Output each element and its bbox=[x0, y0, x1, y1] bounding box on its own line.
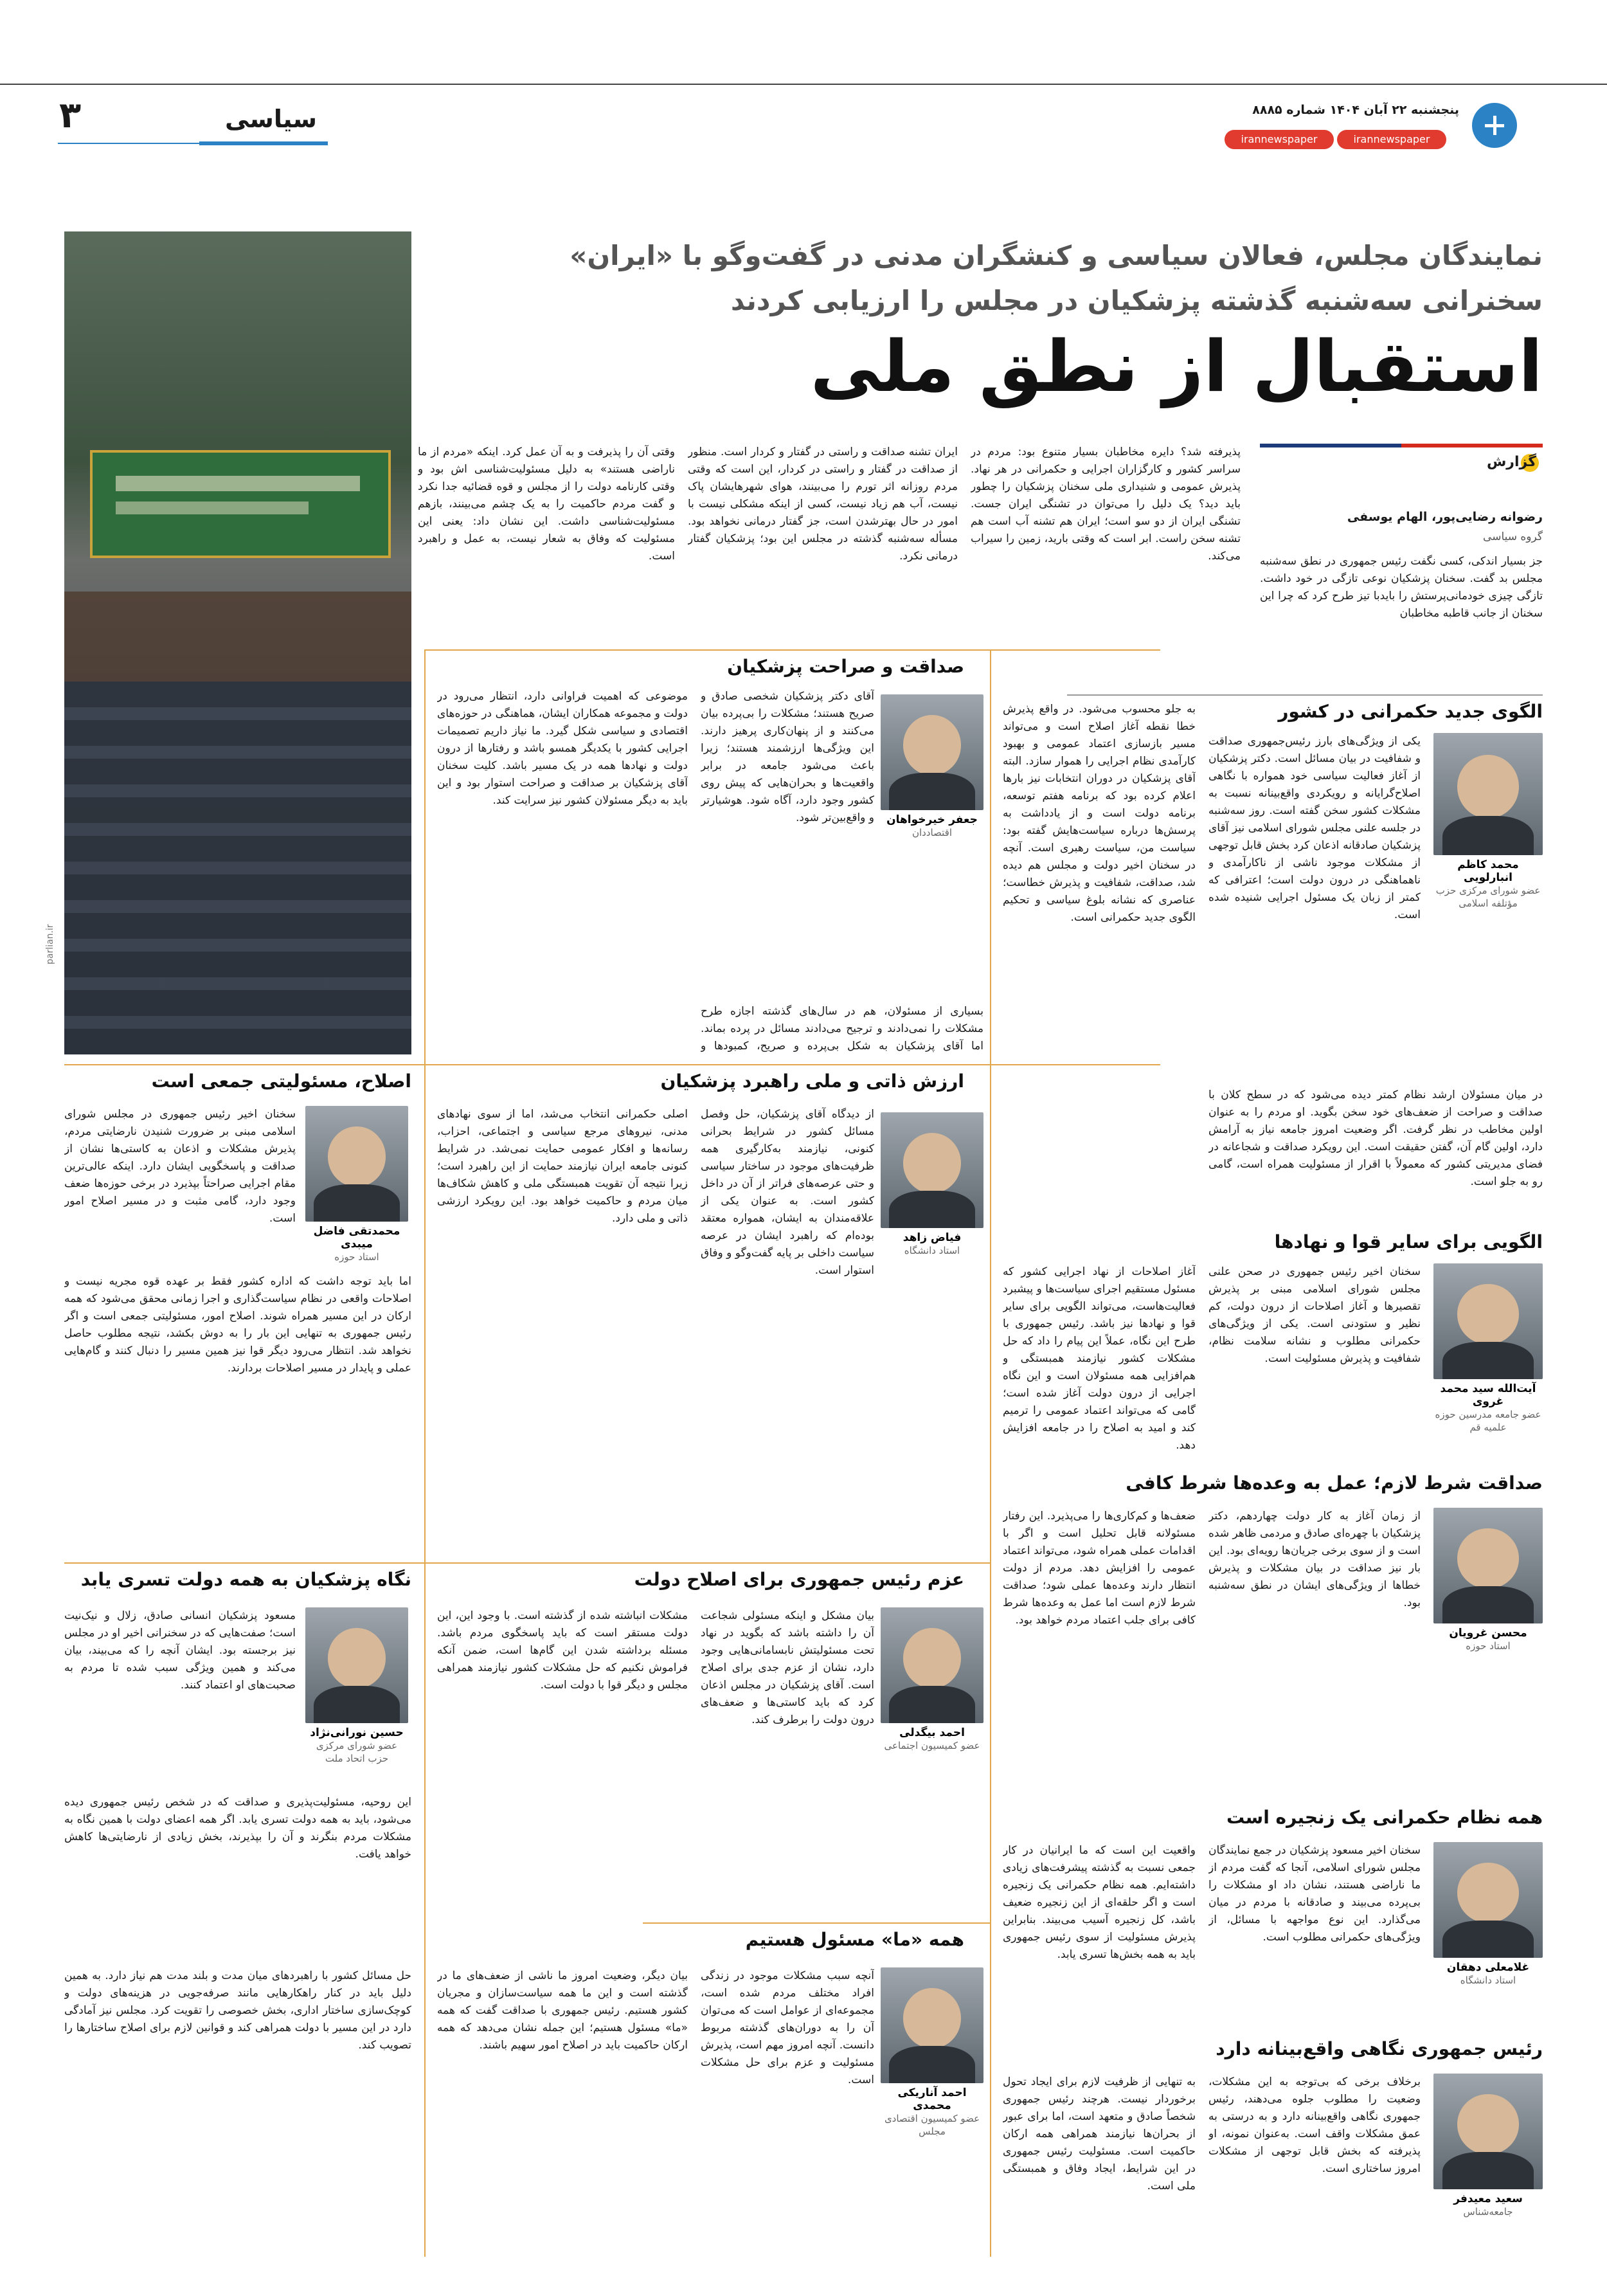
section-title-c2: صداقت و صراحت پزشکیان bbox=[727, 656, 964, 677]
photo-credit: parlian.ir bbox=[45, 924, 55, 964]
report-desk: گروه سیاسی bbox=[1483, 530, 1543, 543]
kicker-2: سخنرانی سه‌شنبه گذشته پزشکیان در مجلس را ارزیابی کردند bbox=[730, 285, 1543, 316]
text-c10-b: به تنهایی از ظرفیت لازم برای ایجاد تحول برخوردار نیست. هرچند رئیس جمهوری شخصاً صادق و متعهد است، اما برای عبور از بحران‌ها نیازمند همراهی همه ارکان حاکمیت است. مسئولیت رئیس جمهوری در این شرایط، ایجاد وفاق و همبستگی ملی است. bbox=[1003, 2075, 1196, 2192]
social-pill-1[interactable] bbox=[1337, 130, 1446, 149]
page-number: ۳ bbox=[59, 95, 82, 136]
role-c1: عضو شورای مرکزی حزب مؤتلفه اسلامی bbox=[1435, 885, 1541, 909]
header-bar bbox=[0, 84, 1607, 85]
name-c5: محمدتقی فاضل میبدی bbox=[313, 1225, 400, 1251]
role-c6: استاد حوزه bbox=[1466, 1640, 1511, 1652]
portrait-c9 bbox=[305, 1607, 408, 1723]
text-c2-b: بسیاری از مسئولان، هم در سال‌های گذشته اجازه طرح مشکلات را نمی‌دادند و ترجیح می‌دادند مسائل در پرده بماند. اما آقای پزشکیان به شکل بی‌پرده و صریح، کمبودها و bbox=[701, 1005, 983, 1053]
portrait-c1 bbox=[1433, 733, 1543, 855]
divider bbox=[64, 1064, 1160, 1065]
portrait-c3 bbox=[1433, 1263, 1543, 1379]
text-c1-c: به جلو محسوب می‌شود. در واقع پذیرش خطا نقطه آغاز اصلاح است و می‌تواند مسیر بازسازی اعتماد عمومی و بهبود کارآمدی نظام اجرایی را هموار سازد. البته آقای پزشکیان در دوران انتخابات نیز بارها اعلام کرده بود که برنامه هفتم توسعه، برنامه دولت است و از یادداشت به پرسش‌ها درباره سیاست‌هایش گفته بود: سیاست من، سیاست رهبری است. آنچه در سخنان اخیر دولت و مجلس هم دیده شد، صداقت، شفافیت و پذیرش خطاست؛ عناصری که نشانه بلوغ سیاسی و تحکیم الگوی جدید حکمرانی است. bbox=[1003, 703, 1196, 924]
section-title-c6: صداقت شرط لازم؛ عمل به وعده‌ها شرط کافی bbox=[1126, 1472, 1543, 1494]
text-c2-c: موضوعی که اهمیت فراوانی دارد، انتظار می‌رود در دولت و مجموعه همکاران ایشان، هماهنگی در حوزه‌های اقتصادی و سیاسی شکل گیرد. ما نیاز داریم تصمیمات اجرایی کشور با یکدیگر همسو باشد و رفتارها از درون دولت و نهادها همه در یک مسیر باشد. کلیت سخنان آقای پزشکیان بر صداقت و صراحت استوار بود و این باید به دیگر مسئولان کشور نیز سرایت کند. bbox=[437, 690, 688, 807]
text-c2-a: آقای دکتر پزشکیان شخصی صادق و صریح هستند؛ مشکلات را بی‌پرده بیان می‌کنند و از پنهان‌کاری پرهیز دارند. این ویژگی‌ها ارزشمند هستند؛ زیرا باعث می‌شود جامعه در برابر واقعیت‌ها و بحران‌هایی که پیش روی کشور وجود دارد، آگاه شود. هوشیارتر و واقع‌بین‌تر شود. bbox=[701, 690, 874, 824]
role-c11: عضو کمیسیون اقتصادی مجلس bbox=[884, 2113, 980, 2137]
text-c9-a: مسعود پزشکیان انسانی صادق، زلال و نیک‌نیت است؛ صفت‌هایی که در سخنرانی اخیر او در مجلس نیز برجسته بود. ایشان آنچه را که می‌بیند، بیان می‌کند و همین ویژگی سبب شده تا مردم به صحبت‌های او اعتماد کنند. bbox=[64, 1609, 296, 1692]
section-title-c5: اصلاح، مسئولیتی جمعی است bbox=[151, 1071, 411, 1092]
role-c9: عضو شورای مرکزی حزب اتحاد ملت bbox=[316, 1740, 398, 1764]
portrait-c11 bbox=[881, 1967, 983, 2083]
social-handle-2: irannewspaper bbox=[1241, 133, 1318, 145]
portrait-c7 bbox=[1433, 1842, 1543, 1958]
text-c6-b: ضعف‌ها و کم‌کاری‌ها را می‌پذیرد. این رفتار مسئولانه قابل تحلیل است و اگر با اقدامات عملی همراه شود، می‌تواند اعتماد عمومی را افزایش دهد. مردم از دولت انتظار دارند وعده‌ها عملی شود؛ صداقت شرط لازم است اما عمل به وعده‌ها شرط کافی برای جلب اعتماد مردم خواهد بود. bbox=[1003, 1510, 1196, 1627]
report-tag-rule-red bbox=[1401, 444, 1543, 447]
portrait-c5 bbox=[305, 1106, 408, 1222]
caption-c8 bbox=[881, 1726, 983, 1752]
name-c1: محمد کاظم انبارلویی bbox=[1457, 858, 1519, 884]
text-c1-a: یکی از ویژگی‌های بارز رئیس‌جمهوری صداقت و شفافیت در بیان مسائل است. دکتر پزشکیان از آغاز فعالیت سیاسی خود همواره با نگاهی اصلاح‌گرایانه و رویکردی واقع‌بینانه نسبت به مشکلات کشور سخن گفته است. روز سه‌شنبه در جلسه علنی مجلس شورای اسلامی نیز آقای پزشکیان صادقانه اذعان کرد بخش قابل توجهی از مشکلات موجود ناشی از ناکارآمدی و ناهماهنگی در درون دولت است؛ اعترافی که کمتر از زبان یک مسئول اجرایی شنیده شده است. bbox=[1208, 735, 1421, 921]
section-title-c9: نگاه پزشکیان به همه دولت تسری یابد bbox=[80, 1569, 411, 1590]
name-c4: فیاض زاهد bbox=[902, 1231, 962, 1244]
role-c10: جامعه‌شناس bbox=[1463, 2206, 1513, 2218]
text-c11-c: حل مسائل کشور با راهبردهای میان مدت و بلند مدت هم نیاز دارد. به همین دلیل باید در کنار راهکارهایی مانند صرفه‌جویی در هزینه‌های دولت و کوچک‌سازی ساختار اداری، بخش خصوصی را تقویت کرد. مجلس نیز آمادگی دارد در این مسیر با دولت همراهی کند و قوانین لازم برای اصلاح ساختارها را تصویب کند. bbox=[64, 1969, 411, 2052]
text-c3-b: آغاز اصلاحات از نهاد اجرایی کشور که مسئول مستقیم اجرای سیاست‌ها و پیشبرد فعالیت‌هاست، می‌تواند الگویی برای سایر قوا و نهادها نیز باشد. رئیس جمهوری با طرح این نگاه، عملاً این پیام را داد که حل مشکلات کشور نیازمند همبستگی و هم‌افزایی همه مسئولان است و این نگاه اجرایی از درون دولت آغاز شده است؛ گامی که می‌تواند اعتماد عمومی را ترمیم کند و امید به اصلاح را در جامعه افزایش دهد. bbox=[1003, 1265, 1196, 1452]
name-c2: جعفر خیرخواهان bbox=[886, 813, 978, 826]
text-c5-b: اما باید توجه داشت که اداره کشور فقط بر عهده قوه مجریه نیست و اصلاحات واقعی در نظام سیاست‌گذاری و اجرا زمانی محقق می‌شود که همه ارکان در این مسیر همراه شوند. اصلاح امور، مسئولیتی جمعی است و اگر رئیس جمهوری به تنهایی این بار را به دوش بکشد، نتیجه مطلوب حاصل نخواهد شد. انتظار می‌رود دیگر قوا نیز همین مسیر را دنبال کنند و گام‌هایی عملی و پایدار در مسیر اصلاحات بردارند. bbox=[64, 1275, 411, 1375]
portrait-c10 bbox=[1433, 2074, 1543, 2189]
headline-title: استقبال از نطق ملی bbox=[810, 325, 1543, 408]
caption-c10 bbox=[1433, 2192, 1543, 2218]
issue-date: پنجشنبه ۲۲ آبان ۱۴۰۴ شماره ۸۸۸۵ bbox=[1252, 103, 1459, 117]
section-title-c10: رئیس جمهوری نگاهی واقع‌بینانه دارد bbox=[1216, 2038, 1543, 2059]
section-title-c7: همه نظام حکمرانی یک زنجیره است bbox=[1226, 1807, 1543, 1828]
portrait-c8 bbox=[881, 1607, 983, 1723]
text-c11-b: بیان دیگر، وضعیت امروز ما ناشی از ضعف‌های ما در گذشته است و این ما همه سیاست‌سازان و مجریان کشور هستیم. رئیس جمهوری با صداقت گفت که همه «ما» مسئول هستیم؛ این جمله نشان می‌دهد که همه ارکان حاکمیت باید در اصلاح امور سهیم باشند. bbox=[437, 1969, 688, 2052]
name-c6: محسن غرویان bbox=[1449, 1627, 1527, 1640]
text-c9-b: این روحیه، مسئولیت‌پذیری و صداقت که در شخص رئیس جمهوری دیده می‌شود، باید به همه دولت تسری یابد. اگر همه اعضای دولت با همین نگاه به مشکلات مردم بنگرند و آن را بپذیرند، بخش زیادی از نارضایتی‌ها کاهش خواهد یافت. bbox=[64, 1796, 411, 1861]
caption-c4 bbox=[881, 1231, 983, 1257]
text-c8-b: مشکلات انباشته شده از گذشته است. با وجود این، این دولت مستقر است که باید پاسخگوی مردم باشد. مسئله برداشته شدن این گام‌ها است، ضمن آنکه فراموش نکنیم که حل مشکلات کشور نیازمند همراهی مجلس و دیگر قوا با دولت است. bbox=[437, 1609, 688, 1692]
text-c7-b: واقعیت این است که ما ایرانیان در کار جمعی نسبت به گذشته پیشرفت‌های زیادی داشته‌ایم. همه نظام حکمرانی یک زنجیره است و اگر حلقه‌ای از این زنجیره ضعیف باشد، کل زنجیره آسیب می‌بیند. بنابراین پذیرش مسئولیت از سوی رئیس جمهوری باید به همه بخش‌ها تسری یابد. bbox=[1003, 1844, 1196, 1961]
divider bbox=[990, 649, 991, 2257]
section-title-c3: الگویی برای سایر قوا و نهادها bbox=[1274, 1231, 1543, 1252]
portrait-c6 bbox=[1433, 1508, 1543, 1623]
divider bbox=[643, 1922, 990, 1924]
caption-c5 bbox=[305, 1225, 408, 1263]
role-c2: اقتصاددان bbox=[912, 827, 952, 838]
role-c7: استاد دانشگاه bbox=[1460, 1975, 1516, 1986]
caption-c1 bbox=[1433, 858, 1543, 910]
section-rule bbox=[58, 143, 328, 144]
kicker-1: نمایندگان مجلس، فعالان سیاسی و کنشگران مدنی در گفت‌وگو با «ایران» bbox=[570, 240, 1543, 271]
text-c4-a: از دیدگاه آقای پزشکیان، حل وفصل مسائل کشور در شرایط بحرانی کنونی، نیازمند به‌کارگیری همه ظرفیت‌های موجود در ساختار سیاسی و حتی عرصه‌های فراتر از آن در داخل کشور است. به عنوان یکی از علاقه‌مندان به ایشان، همواره معتقد بوده‌ام که راهبرد ایشان در عرصه سیاست داخلی بر پایه گفت‌وگو و وفاق استوار است. bbox=[701, 1108, 874, 1277]
text-c1-b: در میان مسئولان ارشد نظام کمتر دیده می‌شود که در سطح کلان با صداقت و صراحت از ضعف‌های خود سخن بگوید. او مردم را به عنوان اولین مخاطب در نظر گرفت. اگر وضعیت امروز جامعه نیاز به آرامش دارد، اولین گام آن، گفتن حقیقت است. این رویکرد صداقت و شجاعانه در فضای مدیریتی کشور که معمولاً با اقرار از مسئولیت همراه است، گامی رو به جلو است. bbox=[1208, 1089, 1543, 1188]
name-c7: غلامعلی دهقان bbox=[1446, 1961, 1530, 1974]
role-c8: عضو کمیسیون اجتماعی bbox=[884, 1740, 980, 1751]
text-c4-b: اصلی حکمرانی انتخاب می‌شد، اما از سوی نهادهای مدنی، نیروهای مرجع سیاسی و اجتماعی، احزاب، رسانه‌ها و افکار عمومی حمایت نمی‌شد. در شرایط کنونی جامعه ایران نیازمند حمایت از این راهبرد است؛ زیرا نتیجه آن تقویت همبستگی ملی و کاهش شکاف‌ها میان مردم و حاکمیت خواهد بود. این رویکرد ارزشی ذاتی و ملی دارد. bbox=[437, 1108, 688, 1225]
portrait-c4 bbox=[881, 1112, 983, 1228]
section-title-c4: ارزش ذاتی و ملی راهبرد پزشکیان bbox=[660, 1071, 964, 1092]
name-c10: سعید معیدفر bbox=[1453, 2192, 1523, 2205]
text-c7-a: سخنان اخیر مسعود پزشکیان در جمع نمایندگان مجلس شورای اسلامی، آنجا که گفت مردم از ما ناراضی هستند، نشان داد او مشکلات را بی‌پرده می‌بیند و صادقانه با مردم در میان می‌گذارد. این نوع مواجهه با مسائل، از ویژگی‌های حکمرانی مطلوب است. bbox=[1208, 1844, 1421, 1944]
name-c9: حسین نورانی‌نژاد bbox=[310, 1726, 404, 1739]
social-handle-1: irannewspaper bbox=[1353, 133, 1430, 145]
section-name: سیاسی bbox=[225, 105, 317, 133]
intro-col-3: ایران تشنه صداقت و راستی در گفتار و کردار است. منظور از صداقت در گفتار و راستی در کردار، این است که وقتی مردم روزانه اثر تورم را می‌بینند، هوای شهرهایشان پاک نیست، آب هم زیاد نیست، کسی از اینکه مشکلی نیست با امور در حال بهترشدن است، جز گفتار درمانی نخواهد بود. مسأله سه‌شنبه گذشته در مجلس این بود؛ پزشکیان گفتار درمانی نکرد. bbox=[688, 446, 958, 563]
divider bbox=[424, 649, 426, 2257]
role-c4: استاد دانشگاه bbox=[904, 1245, 960, 1256]
text-c11-a: آنچه سبب مشکلات موجود در زندگی افراد مختلف مردم شده است، مجموعه‌ای از عوامل است که می‌توان آن را به دوران‌های گذشته مربوط دانست. آنچه امروز مهم است، پذیرش مسئولیت و عزم برای حل مشکلات است. bbox=[701, 1969, 874, 2086]
text-c10-a: برخلاف برخی که بی‌توجه به این مشکلات، وضعیت را مطلوب جلوه می‌دهند، رئیس جمهوری نگاهی واقع‌بینانه دارد و به درستی به عمق مشکلات واقف است. به‌عنوان نمونه، او پذیرفته که بخش قابل توجهی از مشکلات امروز ساختاری است. bbox=[1208, 2075, 1421, 2175]
name-c11: احمد آناریکی محمدی bbox=[897, 2086, 967, 2112]
caption-c3 bbox=[1433, 1382, 1543, 1434]
caption-c11 bbox=[881, 2086, 983, 2138]
role-c3: عضو جامعه مدرسین حوزه علمیه قم bbox=[1435, 1409, 1541, 1433]
divider bbox=[424, 649, 1160, 651]
name-c3: آیت‌الله سید محمد غروی bbox=[1440, 1382, 1536, 1408]
intro-col-2: پذیرفته شد؟ دایره مخاطبان بسیار متنوع بود: مردم در سراسر کشور و کارگزاران اجرایی و حکمرانی در هر نهاد. پذیرش عمومی و شنیداری ملی سخنان پزشکیان را چطور باید دید؟ یک دلیل را می‌توان در تشنگی ایران جست. تشنگی ایران از دو سو است؛ ایران هم تشنه آب است هم تشنه سخن راست. ابر است که وقتی بارید، زمین را سیراب می‌کند. bbox=[971, 446, 1241, 563]
intro-col-4: وقتی آن را پذیرفت و به آن عمل کرد. اینکه «مردم از ما ناراضی هستند» به دلیل مسئولیت‌شناسی اش بود و وقتی کارنامه دولت را از مجلس و قوه قضائیه جدا نکرد و گفت مردم حاکمیت را به یک چشم می‌بینند، بازهم مسئولیت‌شناسی داشت. این نشان داد: یعنی این مسئولیت که وفاق به شعار نیست، به عمل و راهبرد است. bbox=[418, 446, 675, 563]
intro-col-1: جز بسیار اندکی، کسی نگفت رئیس جمهوری در نطق سه‌شنبه مجلس بد گفت. سخنان پزشکیان نوعی تازگی در خود داشت. تازگی چیزی خودمانی‌پرستش را بایدبا تیز طرح کرد که چرا این سخنان از جانب قاطبه مخاطبان bbox=[1260, 555, 1543, 620]
report-label: گزارش bbox=[1486, 454, 1536, 470]
portrait-c2 bbox=[881, 694, 983, 810]
divider bbox=[64, 1562, 990, 1564]
social-pill-2[interactable] bbox=[1225, 130, 1334, 149]
caption-c6 bbox=[1433, 1627, 1543, 1652]
section-title-c1: الگوی جدید حکمرانی در کشور bbox=[1278, 701, 1543, 722]
name-c8: احمد بیگدلی bbox=[899, 1726, 965, 1739]
parliament-photo bbox=[64, 231, 411, 1054]
text-c5-a: سخنان اخیر رئیس جمهوری در مجلس شورای اسلامی مبنی بر ضرورت شنیدن نارضایتی مردم، پذیرش مشکلات و اذعان به کاستی‌ها نشان از صداقت و پاسخگویی ایشان دارد. اینکه عالی‌ترین مقام اجرایی صراحتاً بپذیرد در برخی حوزه‌ها ضعف وجود دارد، گامی مثبت و در مسیر اصلاح امور است. bbox=[64, 1108, 296, 1225]
divider bbox=[1067, 694, 1543, 696]
caption-c9 bbox=[305, 1726, 408, 1765]
text-c8-a: بیان مشکل و اینکه مسئولی شجاعت آن را داشته باشد که بگوید در نهاد تحت مسئولیتش نابسامانی‌هایی وجود دارد، نشان از عزم جدی برای اصلاح است. آقای پزشکیان در مجلس اذعان کرد که باید کاستی‌ها و ضعف‌های درون دولت را برطرف کند. bbox=[701, 1609, 874, 1726]
caption-c2 bbox=[881, 813, 983, 839]
role-c5: استاد حوزه bbox=[334, 1251, 379, 1263]
caption-c7 bbox=[1433, 1961, 1543, 1987]
text-c6-a: از زمان آغاز به کار دولت چهاردهم، دکتر پزشکیان با چهره‌ای صادق و مردمی ظاهر شده است و از سوی برخی جریان‌ها رویه‌ای بود. این بار نیز صداقت در بیان مشکلات و پذیرش خطاها از ویژگی‌های ایشان در نطق سه‌شنبه بود. bbox=[1208, 1510, 1421, 1609]
report-author: رضوانه رضایی‌پور، الهام یوسفی bbox=[1347, 510, 1543, 524]
section-title-c8: عزم رئیس جمهوری برای اصلاح دولت bbox=[634, 1569, 964, 1590]
text-c3-a: سخنان اخیر رئیس جمهوری در صحن علنی مجلس شورای اسلامی مبنی بر پذیرش تقصیرها و آغاز اصلاحات از درون دولت، کم نظیر و ستودنی است. یکی از ویژگی‌های حکمرانی مطلوب و نشانه سلامت نظام، شفافیت و پذیرش مسئولیت است. bbox=[1208, 1265, 1421, 1365]
section-title-c11: همه «ما» مسئول هستیم bbox=[745, 1929, 964, 1950]
